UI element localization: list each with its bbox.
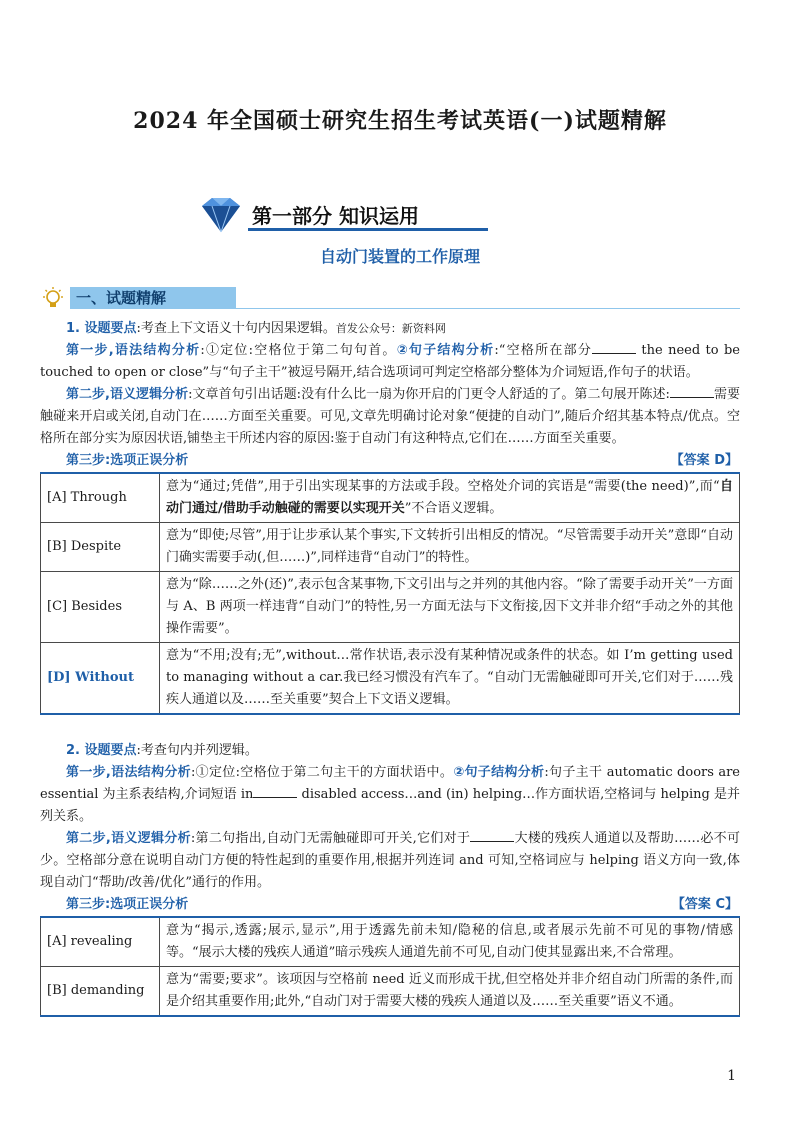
section-label: 一、试题精解 xyxy=(70,287,236,309)
question-2-analysis xyxy=(40,740,740,1017)
watermark-note: 首发公众号：新资料网 xyxy=(335,322,446,335)
q2-intro: 2. 设题要点:考查句内并列逻辑。 xyxy=(66,743,258,758)
option-row-correct xyxy=(41,643,740,715)
option-row xyxy=(41,523,740,572)
passage-subtitle: 自动门装置的工作原理 xyxy=(319,247,480,266)
answer-badge: 【答案 D】 xyxy=(670,453,738,468)
answer-badge: 【答案 C】 xyxy=(671,897,738,912)
section-header xyxy=(40,286,740,312)
option-label: [B] demanding xyxy=(41,967,160,1017)
option-explanation: 意为“即使;尽管”,用于让步承认某个事实,下文转折引出相反的情况。“尽管需要手动开关”意即“自动门确实需要手动(,但……)”,同样违背“自动门”的特性。 xyxy=(160,523,740,572)
option-row xyxy=(41,473,740,523)
q2-step3-row: 第三步:选项正误分析 【答案 C】 xyxy=(40,894,740,916)
answer-blank xyxy=(592,341,636,354)
q1-intro: 1. 设题要点:考查上下文语义十句内因果逻辑。首发公众号：新资料网 xyxy=(66,321,446,336)
option-row xyxy=(41,967,740,1017)
q1-options-table xyxy=(40,472,740,715)
part-underline xyxy=(248,228,488,231)
section-rule xyxy=(236,308,740,309)
option-row xyxy=(41,917,740,967)
answer-blank xyxy=(670,385,714,398)
part-header xyxy=(196,196,616,236)
option-explanation: 意为“需要;要求”。该项因与空格前 need 近义而形成干扰,但空格处并非介绍自动门所需的条件,而是介绍其重要作用;此外,“自动门对于需要大楼的残疾人通道以及……至关重要”语义不通。 xyxy=(160,967,740,1017)
question-1-analysis xyxy=(40,318,740,715)
main-title: 2024 年全国硕士研究生招生考试英语(一)试题精解 xyxy=(133,108,667,134)
option-label: [A] Through xyxy=(41,473,160,523)
q2-step2: 第二步,语义逻辑分析:第二句指出,自动门无需触碰即可开关,它们对于 大楼的残疾人通道以及帮助……必不可少。空格部分意在说明自动门方便的特性起到的重要作用,根据并列连词 and 可知,空格词应与 helping 语义方向一致,体现自动门“帮助/改善/优化”通行的作用。 xyxy=(40,831,740,890)
option-label: [B] Despite xyxy=(41,523,160,572)
q1-step1: 第一步,语法结构分析:①定位:空格位于第二句句首。②句子结构分析:“空格所在部分 the need to be touched to open or close”与“句子主干”被逗号隔开,结合选项词可判定空格部分整体为介词短语,作句子的状语。 xyxy=(40,343,740,380)
page-number: 1 xyxy=(727,1068,736,1084)
diamond-gem-icon xyxy=(196,196,246,234)
answer-blank xyxy=(253,785,297,798)
q1-step3-row: 第三步:选项正误分析 【答案 D】 xyxy=(40,450,740,472)
option-label: [D] Without xyxy=(41,643,160,715)
option-explanation: 意为“揭示,透露;展示,显示”,用于透露先前未知/隐秘的信息,或者展示先前不可见的事物/情感等。“展示大楼的残疾人通道”暗示残疾人通道先前不可见,自动门使其显露出来,不合常理。 xyxy=(160,917,740,967)
q2-options-table xyxy=(40,916,740,1017)
option-label: [C] Besides xyxy=(41,572,160,643)
part-title: 第一部分 知识运用 xyxy=(252,204,419,228)
q1-step2: 第二步,语义逻辑分析:文章首句引出话题:没有什么比一扇为你开启的门更令人舒适的了。第二句展开陈述: 需要触碰来开启或关闭,自动门在……方面至关重要。可见,文章先明确讨论对象“便捷的自动门”,随后介绍其基本特点/优点。空格所在部分实为原因状语,铺垫主干所述内容的原因:鉴于自动门有这种特点,它们在……方面至关重要。 xyxy=(40,387,740,446)
answer-blank xyxy=(470,829,514,842)
option-label: [A] revealing xyxy=(41,917,160,967)
option-explanation: 意为“除……之外(还)”,表示包含某事物,下文引出与之并列的其他内容。“除了需要手动开关”一方面与 A、B 两项一样违背“自动门”的特性,另一方面无法与下文衔接,因下文并非介绍“手动之外的其他操作需要”。 xyxy=(160,572,740,643)
lightbulb-icon xyxy=(40,286,66,312)
option-row xyxy=(41,572,740,643)
option-explanation: 意为“通过;凭借”,用于引出实现某事的方法或手段。空格处介词的宾语是“需要(the need)”,而“自动门通过/借助手动触碰的需要以实现开关”不合语义逻辑。 xyxy=(160,473,740,523)
option-explanation: 意为“不用;没有;无”,without…常作状语,表示没有某种情况或条件的状态。如 I’m getting used to managing without a car.我已经习惯没有汽车了。“自动门无需触碰即可开关,它们对于……残疾人通道以及……至关重要”契合上下文语义逻辑。 xyxy=(160,643,740,715)
q2-step1: 第一步,语法结构分析:①定位:空格位于第二句主干的方面状语中。②句子结构分析:句子主干 automatic doors are essential 为主系表结构,介词短语 in disabled access…and (in) helping…作方面状语,空格词与 helping 是并列关系。 xyxy=(40,765,740,824)
